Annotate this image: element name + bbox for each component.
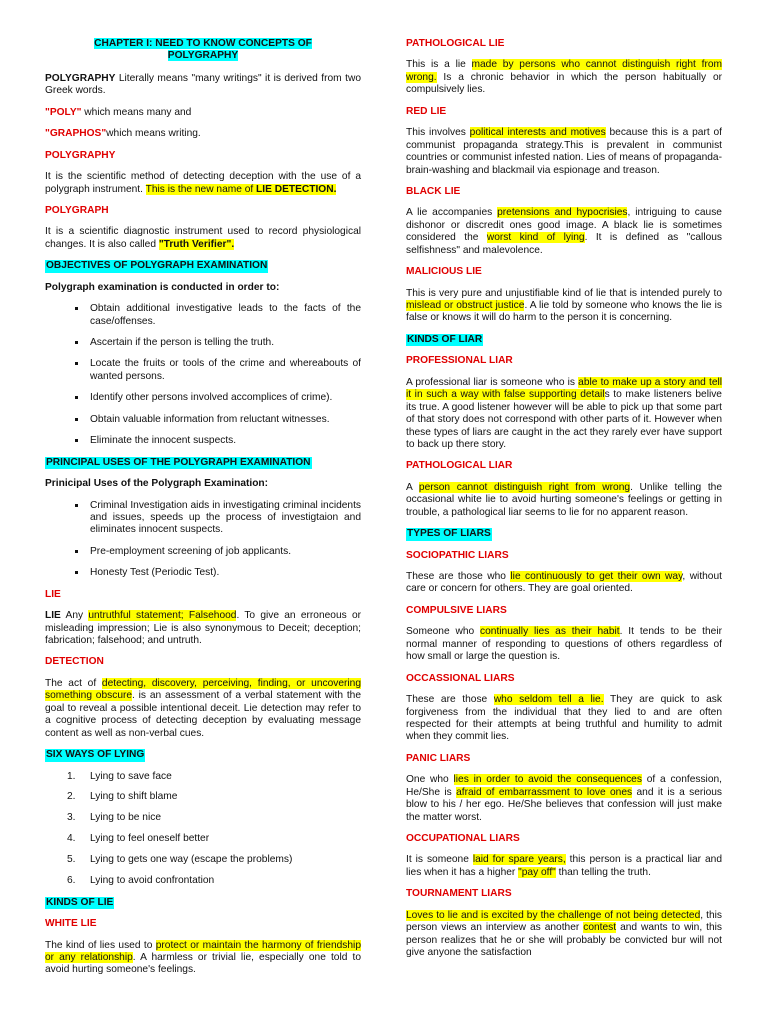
occupational-liars-heading: OCCUPATIONAL LIARS [406,833,520,844]
pathological-lie-heading: PATHOLOGICAL LIE [406,38,505,49]
white-lie-heading: WHITE LIE [45,918,97,930]
lie-definition: LIE Any untruthful statement; Falsehood. To give an erroneous or misleading impression; Lie is also synonymous to Deceit; deception; fabrication; falsehood; and untruth. [45,610,362,646]
list-item: Obtain valuable information from reluctant witnesses. [75,414,361,426]
graphos-definition: "GRAPHOS"which means writing. [45,128,201,140]
malicious-lie-heading: MALICIOUS LIE [406,266,482,278]
compulsive-liars-heading: COMPULSIVE LIARS [406,604,507,616]
objectives-intro: Polygraph examination is conducted in order to: [45,281,280,293]
left-column [45,38,361,986]
tournament-liars-heading: TOURNAMENT LIARS [406,888,512,900]
six-ways-heading: SIX WAYS OF LYING [46,749,145,761]
principal-uses-list [75,500,361,580]
polygraphy-heading: POLYGRAPHY [45,149,116,161]
detection-heading: DETECTION [45,656,104,668]
black-lie-definition: A lie accompanies pretensions and hypocrisies, intriguing to cause dishonor or discredit ones good image. A black lie is sometimes considered the worst kind of lying. It is defined as "callous selfishness" and malevolence. [406,207,723,256]
principal-uses-intro: Prinicipal Uses of the Polygraph Examination: [45,478,269,490]
list-item: Obtain additional investigative leads to the facts of the case/offenses. [75,303,361,328]
list-item: 6. Lying to avoid confrontation [67,875,215,887]
list-item: 5. Lying to gets one way (escape the problems) [67,854,293,866]
list-item: 2. Lying to shift blame [67,791,178,803]
objectives-heading: OBJECTIVES OF POLYGRAPH EXAMINATION [46,260,268,272]
chapter-title: CHAPTER I: NEED TO KNOW CONCEPTS OF POLYGRAPHY [94,38,312,62]
list-item: Identify other persons involved accomplices of crime). [75,392,361,404]
six-ways-list [67,771,361,888]
list-item: Ascertain if the person is telling the truth. [75,337,361,349]
occupational-liars-definition: It is someone laid for spare years, this person is a practical liar and lies when it has a higher "pay off" than telling the truth. [406,854,723,878]
panic-liars-heading: PANIC LIARS [406,752,471,764]
sociopathic-liars-definition: These are those who lie continuously to get their own way, without care or concern for others. They are goal oriented. [406,571,722,595]
compulsive-liars-definition: Someone who continually lies as their habit. It tends to be their normal manner of responding to questions of others regardless of how small or large the question is. [406,626,722,663]
poly-definition: "POLY" which means many and [45,106,192,118]
sociopathic-liars-heading: SOCIOPATHIC LIARS [406,549,509,561]
occasional-liars-heading: OCCASSIONAL LIARS [406,672,515,684]
types-of-liars-heading: TYPES OF LIARS [407,528,491,540]
list-item: 3. Lying to be nice [67,812,161,824]
pathological-liar-heading: PATHOLOGICAL LIAR [406,460,513,472]
tournament-liars-definition: Loves to lie and is excited by the challenge of not being detected, this person views an interview as another contest and wants to win, this person realizes that he or she will probably be convicted bur will not give anyone the satisfaction [406,909,722,959]
polygraphy-intro: POLYGRAPHY Literally means "many writings" it is derived from two Greek words. [45,72,361,97]
pathological-lie-definition: This is a lie made by persons who cannot distinguish right from wrong. Is a chronic behavior in which the person habitually or compulsively lies. [406,59,722,96]
white-lie-definition: The kind of lies used to protect or maintain the harmony of friendship or any relationship. A harmless or trivial lie, especially one told to avoid hurting someone's feelings. [45,939,361,976]
red-lie-definition: This involves political interests and motives because this is a part of communist propaganda strategy.This is prevalent in communist countries or communist infested nation. Lies of means of propaganda-brain-washing and blackmail via espionage and treason. [406,127,722,176]
professional-liar-definition: A professional liar is someone who is able to make up a story and tell it in such a way with false supporting details to make listeners belive its true. A good listener however will be able to pick up that some part of that story does not correspond with other parts of it. However when these types of liars are caught in the act they rarely ever have support to back up there story. [406,376,723,450]
list-item: Criminal Investigation aids in investigating criminal incidents and issues, speeds up the process of investigtaion and eliminates innocent suspects. [75,500,361,537]
objectives-list [75,303,361,448]
list-item: Pre-employment screening of job applicants. [75,546,361,558]
kinds-of-liar-heading: KINDS OF LIAR [407,333,483,345]
polygraph-heading: POLYGRAPH [45,204,109,216]
red-lie-heading: RED LIE [406,105,447,117]
polygraphy-definition: It is the scientific method of detecting deception with the use of a polygraph instrument. This is the new name of LIE DETECTION. [45,171,361,195]
malicious-lie-definition: This is very pure and unjustifiable kind of lie that is intended purely to mislead or obstruct justice. A lie told by someone who knows the lie is false or knows it will do harm to the person it is concerning. [406,287,722,324]
list-item: Honesty Test (Periodic Test). [75,567,361,579]
principal-uses-heading: PRINCIPAL USES OF THE POLYGRAPH EXAMINATION [46,456,311,468]
occasional-liars-definition: These are those who seldom tell a lie. They are quick to ask forgiveness from the individual that they lied to and are often respected for their attempts at being truthful and humility to admit when they commit lies. [406,694,722,743]
panic-liars-definition: One who lies in order to avoid the consequences of a confession, He/She is afraid of embarrassment to love ones and it is a serious blow to his / her ego. He/She believes that confession will just make the matter worst. [406,774,723,823]
list-item: Locate the fruits or tools of the crime and whereabouts of wanted persons. [75,358,361,383]
detection-definition: The act of detecting, discovery, perceiving, finding, or uncovering something obscure. is an assessment of a verbal statement with the goal to reveal a possible intentional deceit. Lie detection may refer to a cognitive process of detecting deception by evaluating message content as well as non-verbal cues. [45,677,361,739]
kinds-of-lie-heading: KINDS OF LIE [46,896,114,908]
list-item: 1. Lying to save face [67,770,172,782]
lie-heading: LIE [45,588,61,600]
pathological-liar-definition: A person cannot distinguish right from wrong. Unlike telling the occasional white lie to avoid hurting someone's feelings or getting in trouble, a pathological liar seems to lie for no apparent reason. [406,481,722,518]
polygraph-definition: It is a scientific diagnostic instrument used to record physiological changes. It is also called "Truth Verifier". [45,226,361,250]
professional-liar-heading: PROFESSIONAL LIAR [406,355,513,367]
right-column [406,38,722,969]
list-item: 4. Lying to feel oneself better [67,833,210,845]
black-lie-heading: BLACK LIE [406,185,461,197]
list-item: Eliminate the innocent suspects. [75,435,361,447]
